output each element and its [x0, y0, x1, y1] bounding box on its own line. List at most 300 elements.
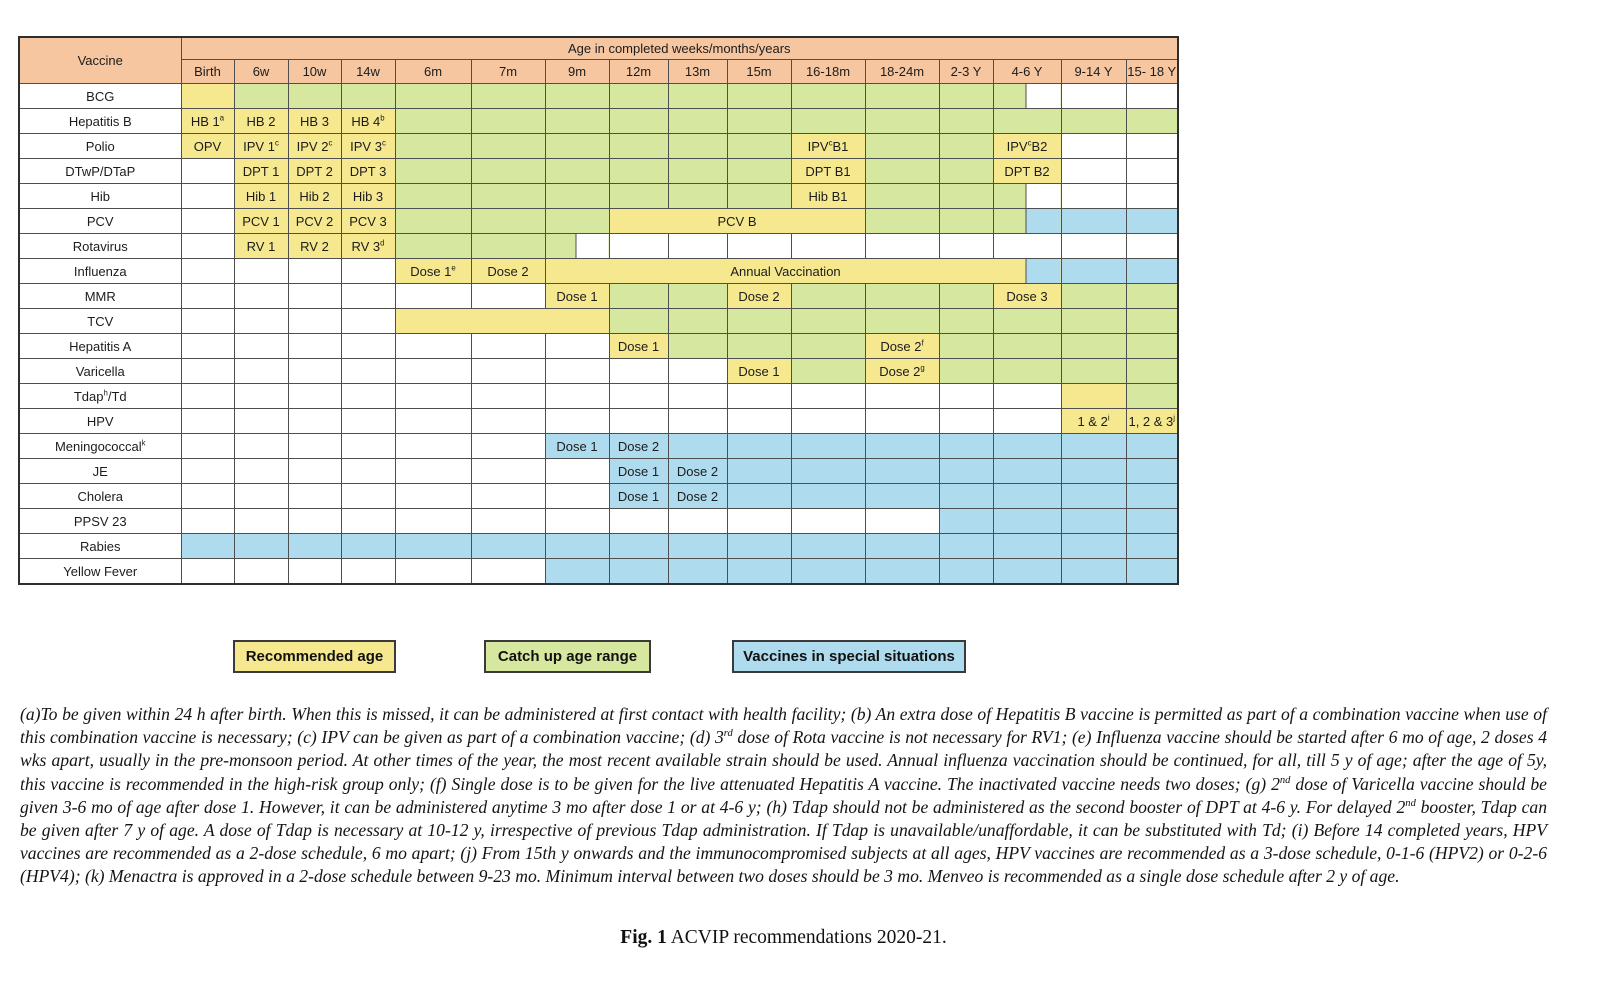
age-header-row: [19, 37, 1178, 60]
column-header-14w: 14w: [341, 60, 395, 84]
schedule-cell: [181, 459, 234, 484]
schedule-cell: [668, 184, 727, 209]
schedule-row: [19, 209, 1178, 234]
schedule-cell: [791, 559, 865, 585]
schedule-cell: [181, 484, 234, 509]
schedule-cell: [727, 184, 791, 209]
vaccine-label: PCV: [19, 209, 181, 234]
schedule-cell: [865, 209, 939, 234]
schedule-cell: [609, 134, 668, 159]
schedule-cell: [1061, 259, 1126, 284]
schedule-cell: [395, 534, 471, 559]
schedule-cell: [791, 384, 865, 409]
schedule-cell: [668, 534, 727, 559]
vaccine-label: Rotavirus: [19, 234, 181, 259]
schedule-cell: [865, 534, 939, 559]
schedule-cell: [395, 459, 471, 484]
schedule-cell: [471, 359, 545, 384]
schedule-cell: [1061, 84, 1126, 109]
schedule-row: [19, 259, 1178, 284]
vaccine-label: Hib: [19, 184, 181, 209]
schedule-cell: [288, 559, 341, 585]
schedule-cell: [668, 309, 727, 334]
schedule-cell: [341, 84, 395, 109]
schedule-cell: IPV$^c$B1: [791, 134, 865, 159]
vaccine-label: TCV: [19, 309, 181, 334]
schedule-cell: Dose 1: [609, 459, 668, 484]
schedule-cell: [1126, 359, 1178, 384]
schedule-cell: Dose 1: [545, 284, 609, 309]
schedule-row: [19, 459, 1178, 484]
schedule-cell: [865, 184, 939, 209]
column-header-9-14-y: 9-14 Y: [1061, 60, 1126, 84]
schedule-cell: [865, 409, 939, 434]
schedule-cell: [471, 509, 545, 534]
schedule-cell: [471, 409, 545, 434]
schedule-cell: [181, 559, 234, 585]
vaccine-label: Hepatitis B: [19, 109, 181, 134]
figure-caption-text: ACVIP recommendations 2020-21.: [670, 927, 947, 948]
column-header-9m: 9m: [545, 60, 609, 84]
schedule-cell: [609, 384, 668, 409]
schedule-row: [19, 559, 1178, 585]
schedule-cell: [791, 234, 865, 259]
schedule-cell: [234, 509, 288, 534]
schedule-cell: [341, 509, 395, 534]
schedule-cell: [727, 109, 791, 134]
schedule-cell: [545, 84, 609, 109]
schedule-cell: [288, 484, 341, 509]
schedule-cell: [341, 459, 395, 484]
schedule-cell: [865, 159, 939, 184]
schedule-cell: [395, 159, 471, 184]
schedule-cell: [181, 259, 234, 284]
schedule-cell: [395, 409, 471, 434]
schedule-cell: [1126, 109, 1178, 134]
schedule-cell: [609, 184, 668, 209]
schedule-cell: [288, 384, 341, 409]
schedule-cell: [993, 384, 1061, 409]
schedule-cell: [1126, 159, 1178, 184]
schedule-cell: [727, 434, 791, 459]
schedule-cell: [939, 334, 993, 359]
vaccine-label: Cholera: [19, 484, 181, 509]
schedule-cell: [668, 159, 727, 184]
schedule-cell: [993, 184, 1061, 209]
schedule-cell: [791, 534, 865, 559]
schedule-cell: [181, 309, 234, 334]
vaccine-label: Varicella: [19, 359, 181, 384]
legend-special-situations: [732, 640, 966, 673]
schedule-cell: HB 2: [234, 109, 288, 134]
schedule-cell: [865, 559, 939, 585]
schedule-row: [19, 309, 1178, 334]
schedule-cell: [288, 259, 341, 284]
schedule-cell: [609, 159, 668, 184]
schedule-cell: [234, 409, 288, 434]
schedule-cell: [865, 309, 939, 334]
schedule-cell: [939, 159, 993, 184]
vaccine-label: Tdap$^h$/Td: [19, 384, 181, 409]
schedule-cell: [1126, 209, 1178, 234]
schedule-cell: [791, 309, 865, 334]
vaccine-label: Hepatitis A: [19, 334, 181, 359]
schedule-cell: [791, 459, 865, 484]
schedule-cell: [395, 509, 471, 534]
schedule-cell: [471, 184, 545, 209]
schedule-cell: [993, 359, 1061, 384]
column-header-2-3-y: 2-3 Y: [939, 60, 993, 84]
schedule-cell: Hib 1: [234, 184, 288, 209]
schedule-cell: [727, 384, 791, 409]
schedule-cell: [993, 234, 1061, 259]
schedule-cell: [471, 384, 545, 409]
column-header-6w: 6w: [234, 60, 288, 84]
schedule-cell: DPT 3: [341, 159, 395, 184]
schedule-cell: RV 1: [234, 234, 288, 259]
schedule-cell: [545, 559, 609, 585]
schedule-cell: Hib 3: [341, 184, 395, 209]
schedule-cell: Dose 2: [609, 434, 668, 459]
schedule-cell: Dose 1e: [395, 259, 471, 284]
legend-catch-up-age-range-label: Catch up age range: [497, 648, 638, 665]
schedule-cell: [234, 534, 288, 559]
schedule-cell: [1061, 159, 1126, 184]
schedule-cell: [939, 209, 993, 234]
schedule-cell: [234, 84, 288, 109]
schedule-cell: [395, 134, 471, 159]
schedule-cell: [234, 259, 288, 284]
schedule-cell: [668, 84, 727, 109]
column-header-18-24m: 18-24m: [865, 60, 939, 84]
schedule-cell: Dose 2: [668, 484, 727, 509]
schedule-cell: [1061, 284, 1126, 309]
column-header-13m: 13m: [668, 60, 727, 84]
schedule-cell: [545, 159, 609, 184]
schedule-row: [19, 534, 1178, 559]
schedule-cell: DPT 2: [288, 159, 341, 184]
schedule-cell: [341, 284, 395, 309]
column-header-4-6-y: 4-6 Y: [993, 60, 1061, 84]
schedule-cell: [791, 334, 865, 359]
schedule-cell: [395, 559, 471, 585]
schedule-cell: [471, 234, 545, 259]
schedule-cell: [993, 434, 1061, 459]
schedule-cell: [1126, 84, 1178, 109]
schedule-cell: [288, 409, 341, 434]
schedule-cell: [288, 434, 341, 459]
schedule-cell: RV 3$^d$: [341, 234, 395, 259]
schedule-cell: [727, 309, 791, 334]
schedule-cell: [471, 334, 545, 359]
schedule-cell: [939, 484, 993, 509]
schedule-cell: [668, 359, 727, 384]
schedule-cell: DPT B2: [993, 159, 1061, 184]
schedule-cell: [993, 409, 1061, 434]
schedule-cell: [234, 334, 288, 359]
schedule-cell: [727, 84, 791, 109]
schedule-cell: [181, 334, 234, 359]
schedule-cell: [993, 484, 1061, 509]
schedule-cell: [471, 459, 545, 484]
schedule-cell: [1061, 184, 1126, 209]
schedule-cell: [181, 84, 234, 109]
schedule-row: [19, 184, 1178, 209]
schedule-cell: [341, 559, 395, 585]
schedule-cell: [545, 134, 609, 159]
schedule-cell: [939, 534, 993, 559]
schedule-cell: [341, 359, 395, 384]
schedule-cell: [939, 184, 993, 209]
schedule-cell: [1061, 509, 1126, 534]
schedule-cell: [865, 109, 939, 134]
schedule-row: [19, 84, 1178, 109]
schedule-cell: [609, 534, 668, 559]
schedule-cell: [545, 184, 609, 209]
schedule-cell: IPV$^c$B2: [993, 134, 1061, 159]
schedule-cell: PCV B: [609, 209, 865, 234]
schedule-cell: [181, 534, 234, 559]
vaccine-column-header: Vaccine: [19, 37, 181, 84]
schedule-cell: [395, 309, 609, 334]
schedule-cell: [939, 84, 993, 109]
schedule-cell: [791, 434, 865, 459]
schedule-cell: [181, 159, 234, 184]
schedule-row: [19, 409, 1178, 434]
vaccine-label: Yellow Fever: [19, 559, 181, 585]
schedule-cell: HB 3: [288, 109, 341, 134]
column-header-12m: 12m: [609, 60, 668, 84]
schedule-cell: 1, 2 & 3$^j$: [1126, 409, 1178, 434]
schedule-cell: [1061, 559, 1126, 585]
schedule-cell: [993, 459, 1061, 484]
schedule-cell: HB 1$^a$: [181, 109, 234, 134]
schedule-cell: PCV 3: [341, 209, 395, 234]
schedule-row: [19, 509, 1178, 534]
schedule-cell: [939, 284, 993, 309]
schedule-cell: [181, 184, 234, 209]
schedule-cell: [609, 284, 668, 309]
schedule-cell: [668, 134, 727, 159]
vaccine-label: HPV: [19, 409, 181, 434]
schedule-cell: Hib 2: [288, 184, 341, 209]
figure-caption-label: Fig. 1: [620, 927, 667, 948]
schedule-cell: [668, 109, 727, 134]
schedule-cell: [234, 309, 288, 334]
schedule-cell: Hib B1: [791, 184, 865, 209]
schedule-cell: Dose 2: [668, 459, 727, 484]
schedule-cell: [471, 84, 545, 109]
schedule-cell: [395, 209, 471, 234]
schedule-row: [19, 434, 1178, 459]
schedule-cell: [609, 309, 668, 334]
schedule-cell: OPV: [181, 134, 234, 159]
schedule-cell: [791, 409, 865, 434]
schedule-cell: [234, 559, 288, 585]
schedule-cell: [545, 234, 609, 259]
schedule-cell: [234, 359, 288, 384]
schedule-cell: [727, 459, 791, 484]
schedule-cell: [865, 484, 939, 509]
schedule-cell: [395, 359, 471, 384]
schedule-cell: [609, 559, 668, 585]
schedule-cell: 1 & 2$^i$: [1061, 409, 1126, 434]
schedule-cell: [234, 459, 288, 484]
schedule-cell: [791, 84, 865, 109]
schedule-cell: [1126, 184, 1178, 209]
schedule-cell: Dose 2: [727, 284, 791, 309]
schedule-cell: [341, 259, 395, 284]
schedule-cell: [668, 384, 727, 409]
schedule-cell: [471, 434, 545, 459]
schedule-cell: [1126, 334, 1178, 359]
schedule-cell: [939, 384, 993, 409]
schedule-cell: [545, 334, 609, 359]
schedule-cell: HB 4$^b$: [341, 109, 395, 134]
schedule-cell: [609, 359, 668, 384]
schedule-cell: [727, 134, 791, 159]
schedule-cell: [1061, 109, 1126, 134]
schedule-cell: [865, 384, 939, 409]
schedule-cell: [545, 459, 609, 484]
schedule-cell: [939, 234, 993, 259]
schedule-cell: Dose 2: [471, 259, 545, 284]
schedule-cell: [341, 309, 395, 334]
schedule-cell: [609, 409, 668, 434]
schedule-cell: [791, 284, 865, 309]
schedule-cell: [395, 84, 471, 109]
schedule-cell: [668, 234, 727, 259]
schedule-cell: [1061, 434, 1126, 459]
schedule-cell: [181, 409, 234, 434]
schedule-cell: [1061, 534, 1126, 559]
schedule-cell: [181, 434, 234, 459]
schedule-cell: [1126, 434, 1178, 459]
schedule-cell: DPT B1: [791, 159, 865, 184]
schedule-cell: IPV 1$^c$: [234, 134, 288, 159]
column-header-15m: 15m: [727, 60, 791, 84]
schedule-cell: [234, 284, 288, 309]
schedule-cell: [181, 359, 234, 384]
schedule-cell: [545, 509, 609, 534]
schedule-cell: [395, 234, 471, 259]
schedule-cell: [288, 359, 341, 384]
schedule-row: [19, 234, 1178, 259]
schedule-cell: IPV 2$^c$: [288, 134, 341, 159]
schedule-cell: [341, 484, 395, 509]
schedule-cell: [668, 509, 727, 534]
age-header: Age in completed weeks/months/years: [181, 37, 1178, 60]
schedule-cell: [471, 109, 545, 134]
schedule-cell: [993, 309, 1061, 334]
schedule-cell: [234, 434, 288, 459]
column-header-16-18m: 16-18m: [791, 60, 865, 84]
schedule-cell: [993, 84, 1061, 109]
schedule-cell: [791, 509, 865, 534]
schedule-cell: [1126, 384, 1178, 409]
schedule-cell: [939, 459, 993, 484]
schedule-cell: [288, 309, 341, 334]
schedule-cell: [1126, 509, 1178, 534]
schedule-cell: [471, 484, 545, 509]
schedule-cell: Dose 1: [727, 359, 791, 384]
legend-special-situations-label: Vaccines in special situations: [743, 648, 955, 665]
schedule-cell: [181, 209, 234, 234]
schedule-cell: [668, 434, 727, 459]
schedule-cell: [727, 534, 791, 559]
schedule-cell: [1061, 384, 1126, 409]
schedule-cell: [993, 509, 1061, 534]
schedule-cell: [395, 434, 471, 459]
schedule-cell: [609, 234, 668, 259]
column-header-7m: 7m: [471, 60, 545, 84]
schedule-cell: [181, 384, 234, 409]
schedule-cell: [471, 134, 545, 159]
schedule-cell: [234, 484, 288, 509]
vaccine-label: Meningococcal$^k$: [19, 434, 181, 459]
column-header-10w: 10w: [288, 60, 341, 84]
schedule-cell: [727, 409, 791, 434]
schedule-cell: PCV 1: [234, 209, 288, 234]
schedule-cell: [727, 484, 791, 509]
schedule-cell: [939, 309, 993, 334]
schedule-cell: RV 2: [288, 234, 341, 259]
schedule-cell: [993, 209, 1061, 234]
schedule-cell: [727, 159, 791, 184]
schedule-cell: [341, 534, 395, 559]
legend-recommended-age: [233, 640, 396, 673]
column-header-birth: Birth: [181, 60, 234, 84]
schedule-cell: [1061, 134, 1126, 159]
schedule-cell: [939, 409, 993, 434]
schedule-cell: [727, 509, 791, 534]
schedule-cell: PCV 2: [288, 209, 341, 234]
schedule-row: [19, 359, 1178, 384]
schedule-cell: [939, 559, 993, 585]
schedule-cell: [181, 284, 234, 309]
schedule-cell: Dose 1: [609, 334, 668, 359]
schedule-cell: [865, 134, 939, 159]
schedule-cell: [545, 259, 1061, 284]
vaccine-label: DTwP/DTaP: [19, 159, 181, 184]
schedule-cell: [1061, 334, 1126, 359]
schedule-cell: Dose 1: [545, 434, 609, 459]
schedule-cell: [609, 509, 668, 534]
schedule-cell: [865, 509, 939, 534]
schedule-cell: [993, 109, 1061, 134]
vaccine-label: BCG: [19, 84, 181, 109]
schedule-cell: [993, 559, 1061, 585]
schedule-cell: [939, 509, 993, 534]
column-header-6m: 6m: [395, 60, 471, 84]
schedule-cell-text: Annual Vaccination: [730, 263, 841, 279]
schedule-cell: [288, 509, 341, 534]
schedule-cell: [1126, 534, 1178, 559]
schedule-cell: [471, 209, 545, 234]
schedule-cell: [181, 234, 234, 259]
schedule-cell: Dose 3: [993, 284, 1061, 309]
schedule-cell: IPV 3$^c$: [341, 134, 395, 159]
schedule-cell: [288, 84, 341, 109]
schedule-cell: [1061, 459, 1126, 484]
schedule-cell: [288, 334, 341, 359]
schedule-cell: [865, 434, 939, 459]
column-header-15-18-y: 15- 18 Y: [1126, 60, 1178, 84]
schedule-cell: DPT 1: [234, 159, 288, 184]
schedule-cell: [288, 534, 341, 559]
schedule-row: [19, 284, 1178, 309]
vaccine-label: MMR: [19, 284, 181, 309]
